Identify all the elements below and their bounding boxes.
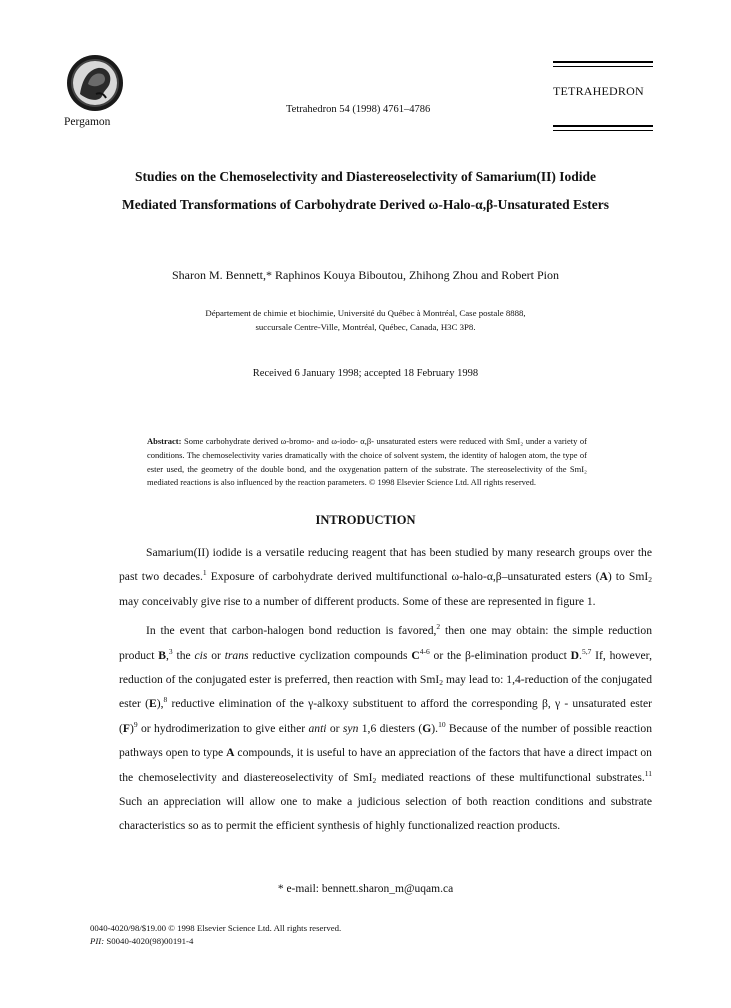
- abstract: [147, 435, 587, 490]
- publisher-name: Pergamon: [64, 116, 111, 128]
- affiliation: [160, 306, 571, 334]
- title-line: Mediated Transformations of Carbohydrate Derived ω-Halo-α,β-Unsaturated Esters: [121, 197, 610, 212]
- citation-ref: 1: [202, 568, 207, 578]
- paragraph: In the event that carbon-halogen bond reduction is favored,$^2$ then one may obtain: the simple reduction product B,$^3$ the cis or trans reductive cyclization compounds $C^{4-6}$ or the β-elimination product D.$^{5,7}$ If, however, reduction of the conjugated ester is preferred, then reaction with SmI$_2$ may lead to: 1,4-reduction of the conjugated ester (E),$^8$ reductive elimination of the γ-alkoxy substituent to afford the corresponding β, γ - unsaturated ester $(F)^9$ or hydrodimerization to give either anti or syn 1,6 diesters (G).$^{10}$ Because of the number of possible reaction pathways open to type A compounds, it is useful to have an appreciation of the factors that have a direct impact on the chemoselectivity and diastereoselectivity of SmI$_2$ mediated reactions of these multifunctional substrates.$^{11}$ Such an appreciation will allow one to make a judicious selection of both reaction conditions and substrate characteristics so as to permit the efficient synthesis of highly functionalized reaction products.: [119, 622, 653, 833]
- affiliation-line: Département de chimie et biochimie, Université du Québec à Montréal, Case postale 8888,: [205, 308, 526, 318]
- pii-line: [90, 935, 341, 948]
- citation-ref: 8: [163, 695, 168, 705]
- citation-ref: 3: [168, 646, 173, 656]
- section-heading: INTRODUCTION: [315, 513, 416, 527]
- corresponding-email: * e-mail: bennett.sharon_m@uqam.ca: [277, 883, 454, 895]
- copyright-footer: [90, 922, 341, 948]
- article-title: [60, 163, 671, 219]
- citation-ref: 2: [436, 622, 441, 632]
- citation-ref: 4-6: [419, 646, 430, 656]
- citation-ref: 9: [133, 719, 138, 729]
- pii-value: S0040-4020(98)00191-4: [104, 936, 194, 946]
- citation-ref: 5,7: [581, 646, 592, 656]
- citation-ref: 10: [438, 719, 446, 729]
- title-line: Studies on the Chemoselectivity and Diastereoselectivity of Samarium(II) Iodide: [135, 169, 596, 184]
- paragraph: Samarium(II) iodide is a versatile reducing reagent that has been studied by many research groups over the past two decades.$^1$ Exposure of carbohydrate derived multifunctional ω-halo-α,β–unsaturated esters (A) to SmI$_2$ may conceivably give rise to a number of different products. Some of these are represented in figure 1.: [119, 546, 652, 608]
- received-dates: Received 6 January 1998; accepted 18 February 1998: [252, 368, 479, 379]
- header-rule: [553, 125, 653, 127]
- publisher-logo: [66, 54, 124, 112]
- affiliation-line: succursale Centre-Ville, Montréal, Québec, Canada, H3C 3P8.: [255, 322, 476, 332]
- copyright-line: 0040-4020/98/$19.00 © 1998 Elsevier Science Ltd. All rights reserved.: [90, 923, 342, 933]
- abstract-label: Abstract:: [147, 436, 182, 446]
- header-rule: [553, 66, 653, 67]
- journal-citation: Tetrahedron 54 (1998) 4761–4786: [286, 104, 431, 115]
- citation-ref: 11: [644, 768, 653, 778]
- authors: Sharon M. Bennett,* Raphinos Kouya Biboutou, Zhihong Zhou and Robert Pion: [172, 268, 559, 282]
- header-rule: [553, 61, 653, 63]
- header-rule: [553, 130, 653, 131]
- pii-label: PII:: [90, 936, 105, 946]
- body-text: [119, 541, 652, 839]
- journal-name: TETRAHEDRON: [553, 84, 644, 98]
- abstract-text: Some carbohydrate derived ω-bromo- and ω-iodo- α,β- unsaturated esters were reduced with SmI₂ under a variety of conditions. The chemoselectivity varies dramatically with the choice of solvent system, the identity of halogen atom, the type of ester used, the geometry of the double bond, and the oxygenation pattern of the substrate. The stereoselectivity of the SmI₂ mediated reactions is also influenced by the reaction parameters. © 1998 Elsevier Science Ltd. All rights reserved.: [147, 436, 587, 488]
